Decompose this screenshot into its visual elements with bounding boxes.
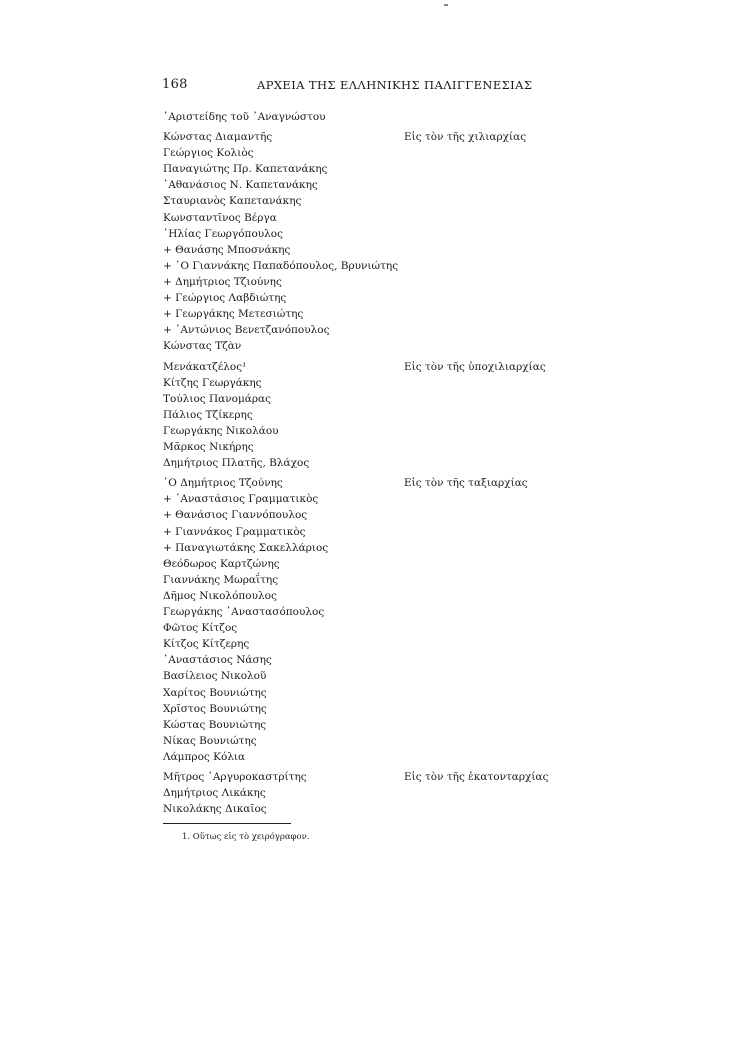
- name-entry: ᾿Αθανάσιος Ν. Καπετανάκης: [163, 179, 318, 191]
- name-entry: Γεώργιος Κολιὸς: [163, 147, 254, 159]
- name-entry: + ᾿Αναστάσιος Γραμματικὸς: [163, 493, 319, 505]
- name-entry: Κώστας Βουνιώτης: [163, 719, 267, 731]
- rank-label: Εἰς τὸν τῆς ἑκατονταρχίας: [404, 771, 549, 783]
- running-header: [162, 77, 537, 97]
- name-entry: + Παναγιωτάκης Σακελλάριος: [163, 542, 329, 554]
- footnote-rule: [163, 823, 291, 824]
- rank-label: Εἰς τὸν τῆς ὑποχιλιαρχίας: [404, 361, 546, 373]
- name-entry: Κώνστας Τζὰν: [163, 340, 242, 352]
- name-entry: + ᾿Αντώνιος Βενετζανόπουλος: [163, 324, 330, 336]
- name-entry: Παναγιώτης Πρ. Καπετανάκης: [163, 163, 328, 175]
- name-entry: Γεωργάκης Νικολάου: [163, 425, 279, 437]
- name-entry: + Γιαννάκος Γραμματικὸς: [163, 526, 306, 538]
- footnote: 1. Οὕτως εἰς τὸ χειρόγραφον.: [182, 832, 310, 842]
- name-entry: Γεωργάκης ᾿Αναστασόπουλος: [163, 606, 325, 618]
- name-entry: Κίτζης Γεωργάκης: [163, 377, 262, 389]
- name-entry: Χαρίτος Βουνιώτης: [163, 687, 267, 699]
- name-entry: Μενάκατζέλος¹: [163, 361, 247, 373]
- name-entry: Δημήτριος Πλατῆς, Βλάχος: [163, 457, 310, 469]
- page-number: 168: [162, 77, 188, 92]
- name-entry: Κώνστας Διαμαντῆς: [163, 131, 273, 143]
- name-entry: Θεόδωρος Καρτζώνης: [163, 558, 280, 570]
- name-entry: Πάλιος Τζίκερης: [163, 409, 253, 421]
- name-entry: Δῆμος Νικολόπουλος: [163, 590, 277, 602]
- name-entry: ᾿Ηλίας Γεωργόπουλος: [163, 228, 284, 240]
- name-entry: Τούλιος Πανομάρας: [163, 393, 272, 405]
- rank-label: Εἰς τὸν τῆς χιλιαρχίας: [404, 131, 527, 143]
- name-entry: + Δημήτριος Τζιούνης: [163, 276, 282, 288]
- name-entry: Σταυριανὸς Καπετανάκης: [163, 195, 302, 207]
- name-entry: Γιαννάκης Μωραΐτης: [163, 574, 279, 586]
- name-entry: ᾿Αριστείδης τοῦ ᾿Αναγνώστου: [163, 111, 326, 123]
- name-entry: + Θανάσιος Γιαννόπουλος: [163, 509, 308, 521]
- name-entry: Χρῖστος Βουνιώτης: [163, 703, 267, 715]
- name-entry: Κίτζος Κίτζερης: [163, 638, 250, 650]
- name-entry: ᾿Αναστάσιος Νάσης: [163, 654, 272, 666]
- name-entry: Φῶτος Κίτζος: [163, 622, 238, 634]
- name-entry: Λάμπρος Κόλια: [163, 751, 246, 763]
- name-entry: Μᾶρκος Νικήρης: [163, 441, 254, 453]
- name-entry: Κωνσταντῖνος Βέργα: [163, 212, 277, 224]
- name-entry: + Γεωργάκης Μετεσιώτης: [163, 308, 304, 320]
- name-entry: Νικολάκης Δικαῖος: [163, 803, 267, 815]
- running-title: ΑΡΧΕΙΑ ΤΗΣ ΕΛΛΗΝΙΚΗΣ ΠΑΛΙΓΓΕΝΕΣΙΑΣ: [257, 78, 533, 92]
- name-entry: ῾Ο Δημήτριος Τζούνης: [163, 477, 283, 489]
- name-entry: + ῾Ο Γιαννάκης Παπαδόπουλος, Βρυνιώτης: [163, 260, 399, 272]
- name-entry: + Γεώργιος Λαβδιώτης: [163, 292, 287, 304]
- name-entry: Νίκας Βουνιώτης: [163, 735, 257, 747]
- rank-label: Εἰς τὸν τῆς ταξιαρχίας: [404, 477, 528, 489]
- name-entry: Μῆτρος ᾿Αργυροκαστρίτης: [163, 771, 307, 783]
- scan-speck: [444, 4, 448, 6]
- name-entry: Δημήτριος Λικάκης: [163, 787, 266, 799]
- name-entry: + Θανάσης Μποσνάκης: [163, 244, 291, 256]
- name-entry: Βασίλειος Νικολοῦ: [163, 670, 267, 682]
